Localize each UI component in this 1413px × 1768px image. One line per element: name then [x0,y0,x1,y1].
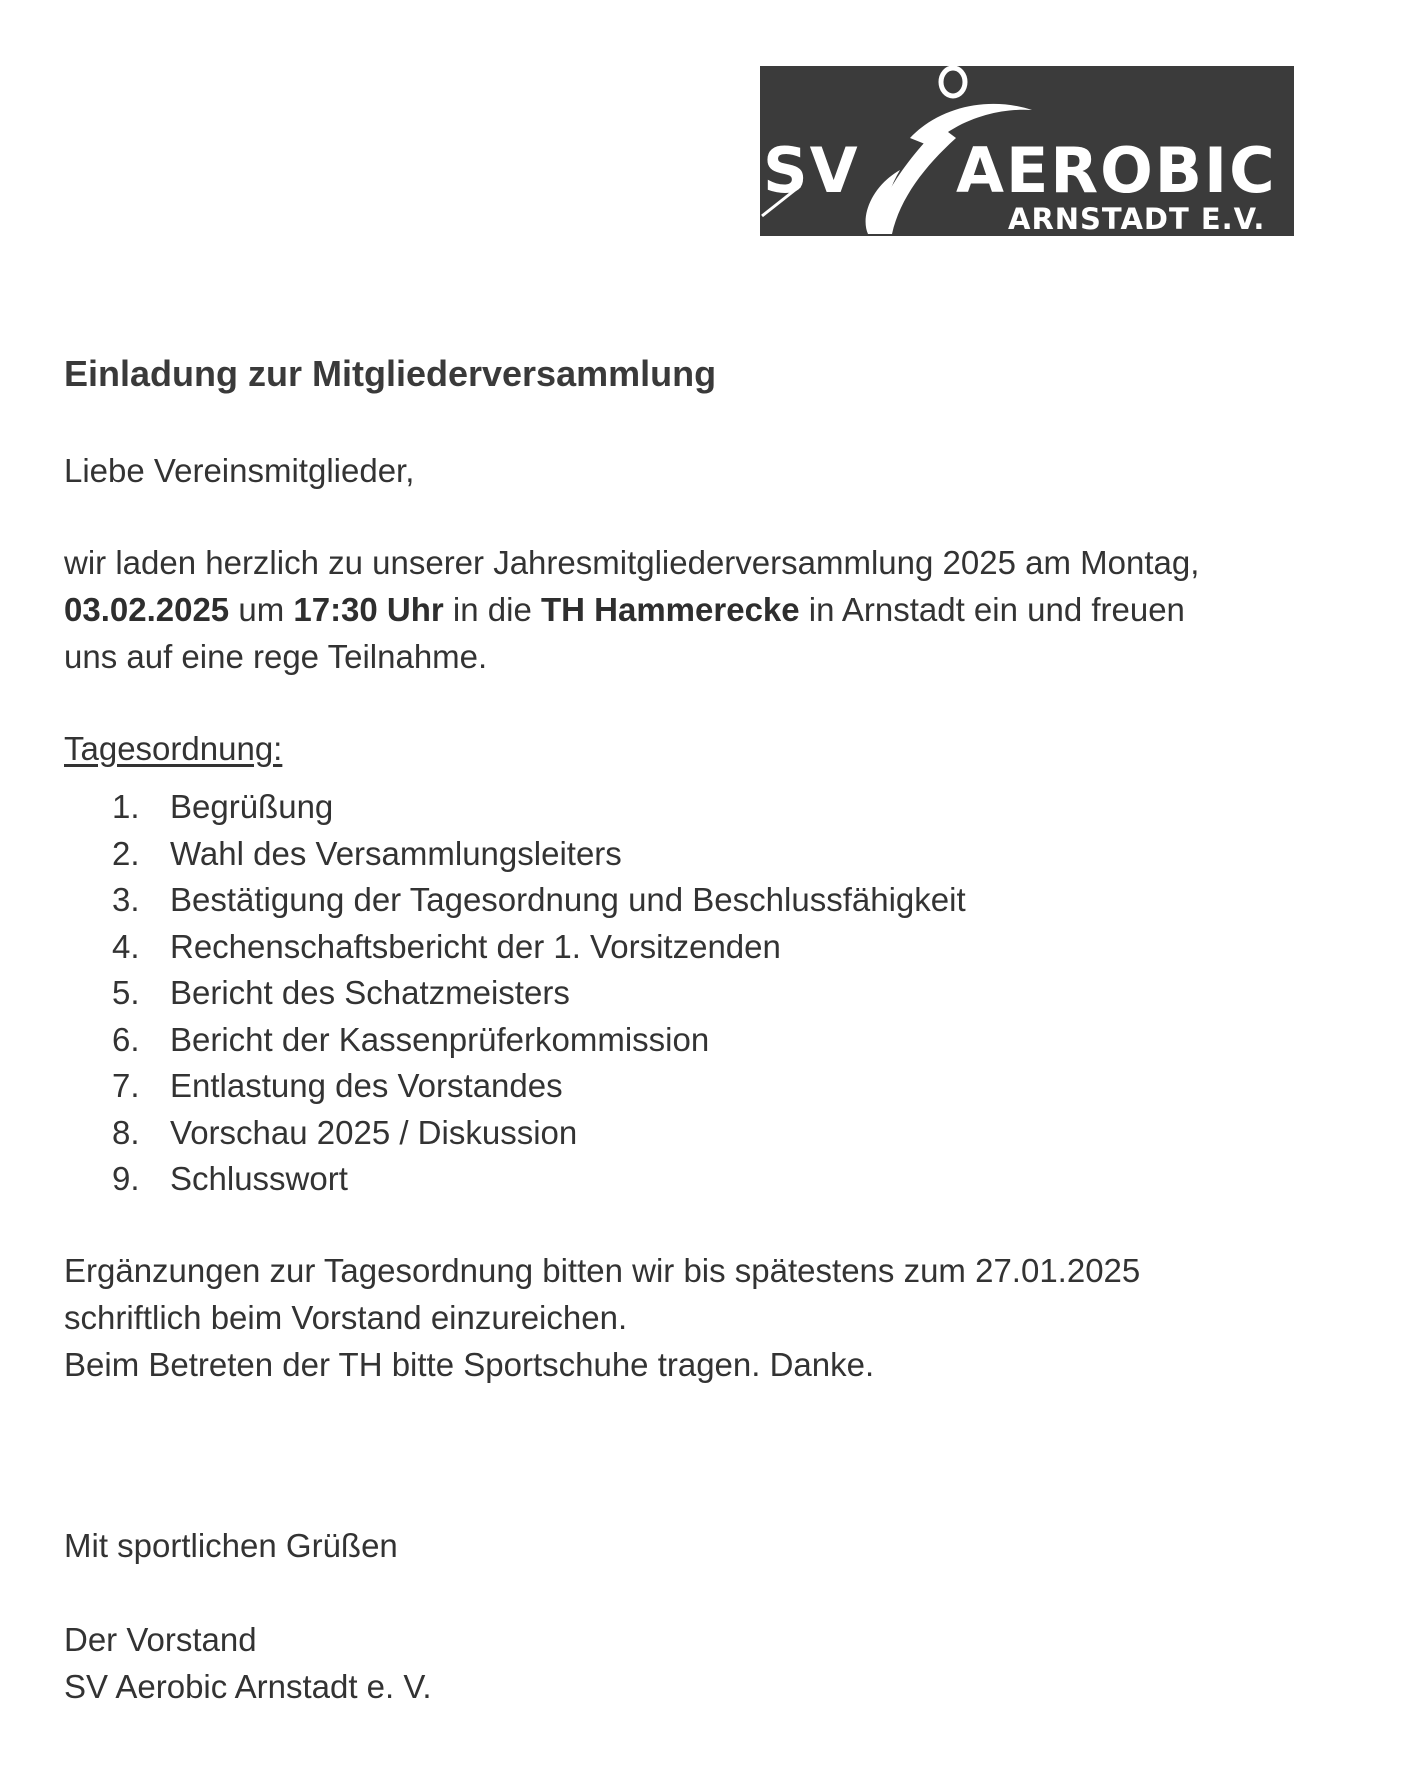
logo-text-sv: SV [763,134,860,207]
intro-line-1: wir laden herzlich zu unserer Jahresmitgliederversammlung 2025 am Montag, [64,544,1200,581]
agenda-item-number: 1. [112,788,140,825]
agenda-item-text: Bestätigung der Tagesordnung und Beschlussfähigkeit [170,881,966,918]
agenda-item [112,1156,966,1203]
agenda-item-number: 5. [112,974,140,1011]
agenda-item [112,1017,966,1064]
agenda-heading: Tagesordnung: [64,730,283,767]
closing-line-2: schriftlich beim Vorstand einzureichen. [64,1299,628,1336]
agenda-item-text: Entlastung des Vorstandes [170,1067,563,1104]
signature-line-2: SV Aerobic Arnstadt e. V. [64,1668,432,1705]
meeting-date: 03.02.2025 [64,591,230,628]
agenda-item-number: 9. [112,1160,140,1197]
intro-line-2-rest: in Arnstadt ein und freuen [799,591,1185,628]
agenda-item [112,1110,966,1157]
agenda-item-text: Rechenschaftsbericht der 1. Vorsitzenden [170,927,781,965]
agenda-item-number: 3. [112,881,140,918]
agenda-item-text: Bericht des Schatzmeisters [170,974,570,1011]
intro-connector-in-die: in die [443,591,541,628]
agenda-item-number: 8. [112,1113,140,1151]
agenda-item-text: Begrüßung [170,788,334,825]
agenda-item [112,877,966,924]
agenda-item-number: 6. [112,1020,140,1058]
meeting-venue: TH Hammerecke [541,591,800,628]
agenda-item [112,924,966,971]
closing-line-3: Beim Betreten der TH bitte Sportschuhe tragen. Danke. [64,1346,875,1383]
agenda-item [112,831,966,878]
greeting: Liebe Vereinsmitglieder, [64,452,415,489]
logo-text-arnstadt: ARNSTADT E.V. [1008,202,1266,236]
meeting-time: 17:30 Uhr [293,591,444,628]
signature-line-1: Der Vorstand [64,1621,257,1658]
closing-paragraph [64,1247,1140,1388]
agenda-item-text: Vorschau 2025 / Diskussion [170,1113,578,1151]
intro-line-2 [64,586,1199,633]
logo-text-aerobic: AEROBIC [956,134,1277,207]
agenda-item-text: Bericht der Kassenprüferkommission [170,1020,710,1058]
agenda-item-number: 2. [112,834,140,872]
agenda-item [112,784,966,831]
intro-paragraph [64,539,1199,680]
agenda-item [112,970,966,1017]
agenda-list [112,784,966,1203]
club-logo [760,66,1294,236]
document-title: Einladung zur Mitgliederversammlung [64,353,717,394]
intro-line-3: uns auf eine rege Teilnahme. [64,638,488,675]
signature-block [64,1616,432,1710]
intro-connector-um: um [229,591,294,628]
agenda-item-text: Schlusswort [170,1160,348,1197]
closing-line-1: Ergänzungen zur Tagesordnung bitten wir bis spätestens zum 27.01.2025 [64,1252,1141,1289]
agenda-item-number: 4. [112,927,140,965]
agenda-item-number: 7. [112,1067,140,1104]
regards: Mit sportlichen Grüßen [64,1527,398,1564]
agenda-item [112,1063,966,1110]
agenda-item-text: Wahl des Versammlungsleiters [170,834,622,872]
